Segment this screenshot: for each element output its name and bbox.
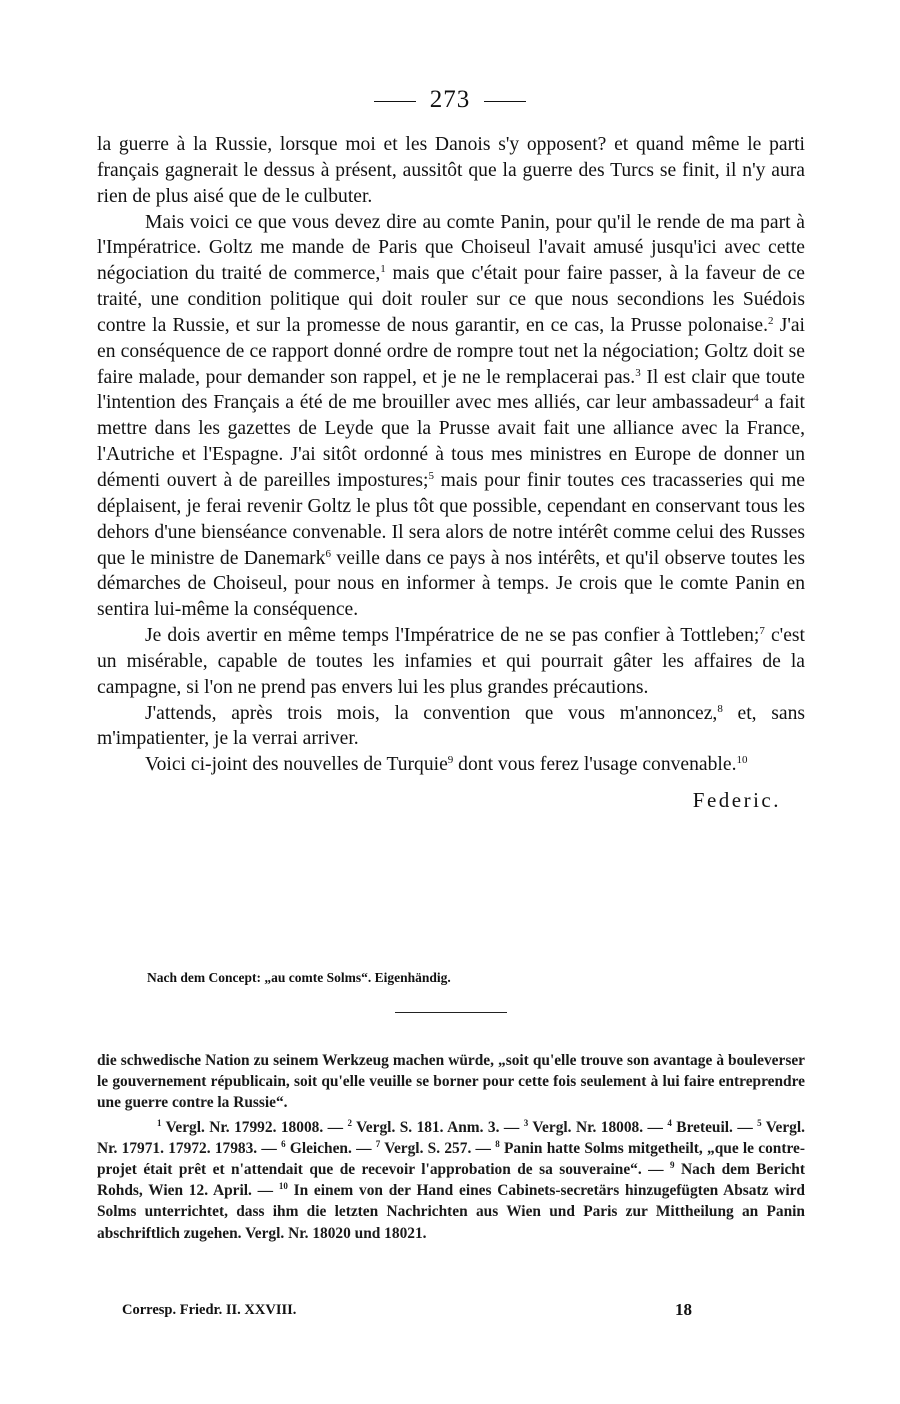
text-run: mais que c'était pour faire passer, à la faveur de ce traité, une condition politique qui doit rouler sur ce que nous secondions les Suédois contre la Russie, et sur la promesse de nous garantir, en ce cas, la Prusse polonaise. xyxy=(97,263,805,336)
footnote-list xyxy=(97,1117,805,1244)
signature-row xyxy=(97,778,805,813)
text-run: J'attends, après trois mois, la convention que vous m'annoncez, xyxy=(145,702,718,724)
footnote-marker: 5 xyxy=(428,469,434,482)
page-number: 273 xyxy=(429,86,471,113)
footnote-marker: 8 xyxy=(717,702,723,715)
footnote-marker: 2 xyxy=(768,314,774,327)
footnote-continuation: die schwedische Nation zu seinem Werkzeug machen würde, „soit qu'elle trouve son avantage à bouleverser le gouvernement républicain, soit qu'elle veuille se borner pour cette fois seulement à lui faire entreprendre une guerre contre la Russie“. xyxy=(97,1052,805,1112)
signature: Federic. xyxy=(692,788,781,813)
text-run: Je dois avertir en même temps l'Impératrice de ne se pas confier à Tottleben; xyxy=(145,625,760,647)
text-run: dont vous ferez l'usage convenable. xyxy=(453,754,737,776)
signature-mark: 18 xyxy=(675,1300,692,1319)
footnote-marker: 4 xyxy=(667,1117,672,1128)
page-header xyxy=(0,86,900,114)
text-run: Panin hatte Solms mitgetheilt, „que le contre-projet était prêt et n'attendait que de recevoir l'approbation de sa souveraine“. — xyxy=(97,1139,806,1179)
text-run: Vergl. Nr. 17971. 17972. 17983. — xyxy=(97,1118,805,1157)
text-run: Voici ci-joint des nouvelles de Turquie xyxy=(145,754,448,776)
footnote-marker: 6 xyxy=(325,547,331,560)
paragraph xyxy=(97,623,805,701)
footnote-marker: 3 xyxy=(523,1117,529,1128)
text-run: J'ai en conséquence de ce rapport donné ordre de rompre tout net la négociation; Goltz doit se faire malade, pour demander son rappel, et je ne le remplacerai pas. xyxy=(97,314,806,388)
footnote-marker: 7 xyxy=(375,1138,381,1149)
text-run: a fait mettre dans les gazettes de Leyde que la Prusse avait fait une alliance avec la France, l'Autriche et l'Espagne. J'ai sitôt ordonné à tous mes ministres en Europe de donner un démenti ouvert à de pareilles impostures; xyxy=(97,392,806,491)
paragraph xyxy=(97,210,805,624)
text-run: veille dans ce pays à nos intérêts, et qu'il observe toutes les démarches de Choiseul, pour nous en informer à temps. Je crois que le comte Panin en sentira lui-même la conséquence. xyxy=(97,547,805,621)
footnote-marker: 2 xyxy=(347,1117,352,1128)
footnote-separator xyxy=(395,1012,507,1013)
text-run: c'est un misérable, capable de toutes les infamies et qui pourrait gâter les affaires de la campagne, si l'on ne prend pas envers lui les plus grandes précautions. xyxy=(97,625,805,698)
header-dash-left xyxy=(374,101,416,102)
text-run: mais pour finir toutes ces tracasseries qui me déplaisent, je ferai revenir Goltz le plus tôt que possible, cependant en conservant tous les dehors d'une bienséance convenable. Il sera alors de notre intérêt comme celui des Russes que le ministre de Danemark xyxy=(97,469,806,569)
footnote-marker: 5 xyxy=(757,1117,762,1128)
footnote-marker: 1 xyxy=(380,263,386,276)
text-run: Nach dem Bericht Rohds, Wien 12. April. — xyxy=(97,1161,805,1200)
footnote-marker: 6 xyxy=(281,1138,286,1149)
source-note: Nach dem Concept: „au comte Solms“. Eigenhändig. xyxy=(147,970,451,985)
running-title: Corresp. Friedr. II. XXVIII. xyxy=(122,1302,297,1318)
footnote-marker: 10 xyxy=(278,1181,288,1192)
text-run: Breteuil. — xyxy=(671,1118,758,1136)
paragraph xyxy=(97,701,805,753)
footnote-marker: 9 xyxy=(447,754,454,767)
footnote-marker: 10 xyxy=(736,754,748,767)
text-run: Vergl. S. 181. Anm. 3. — xyxy=(351,1118,524,1136)
footnote-marker: 9 xyxy=(670,1160,675,1171)
footnote-marker: 7 xyxy=(759,625,765,638)
text-run: Gleichen. — xyxy=(285,1139,376,1157)
page-footer xyxy=(122,1302,697,1319)
text-run: et, sans m'impatienter, je la verrai arriver. xyxy=(97,702,805,750)
paragraph xyxy=(97,752,805,778)
footnote-marker: 8 xyxy=(495,1138,500,1149)
footnotes xyxy=(97,1050,805,1244)
letter-body xyxy=(97,132,806,813)
text-run: Vergl. S. 257. — xyxy=(380,1139,496,1157)
paragraph xyxy=(97,132,805,210)
text-run: Vergl. Nr. 18008. — xyxy=(528,1118,668,1136)
footnote-marker: 4 xyxy=(753,392,759,405)
text-run: In einem von der Hand eines Cabinets-secretärs hinzugefügten Absatz wird Solms unterrichtet, dass ihm die letzten Nachrichten aus Wien und Paris zur Mittheilung an Panin abschriftlich zugehen. Vergl. Nr. 18020 und 18021. xyxy=(97,1182,805,1242)
text-run: Mais voici ce que vous devez dire au comte Panin, pour qu'il le rende de ma part à l'Impératrice. Goltz me mande de Paris que Choiseul l'avait amusé jusqu'ici avec cette négociation du traité de commerce, xyxy=(97,211,805,285)
text-run: la guerre à la Russie, lorsque moi et les Danois s'y opposent? et quand même le parti français gagnerait le dessus à présent, aussitôt que la guerre des Turcs se finit, il n'y aura rien de plus aisé que de le culbuter. xyxy=(97,134,805,207)
footnote-marker: 3 xyxy=(635,366,641,379)
text-run: Vergl. Nr. 17992. 18008. — xyxy=(161,1118,348,1136)
header-dash-right xyxy=(484,101,526,102)
letter-paragraphs xyxy=(97,132,805,778)
footnote-marker: 1 xyxy=(157,1117,162,1128)
text-run: Il est clair que toute l'intention des Français a été de me brouiller avec mes alliés, car leur ambassadeur xyxy=(97,366,805,414)
